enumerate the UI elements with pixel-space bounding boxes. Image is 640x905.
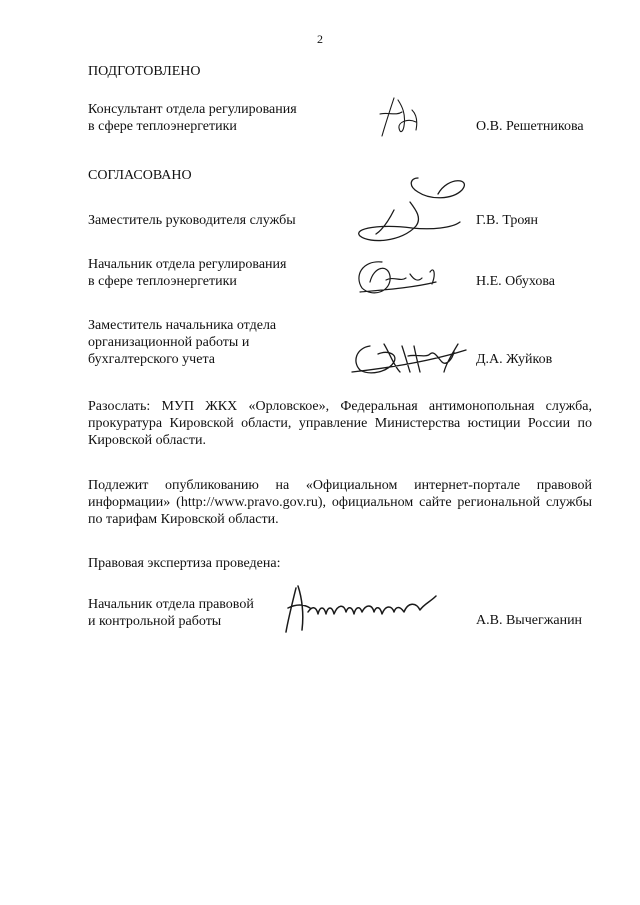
signature-reshetnikova — [372, 92, 432, 144]
signature-vychegzhanin — [282, 578, 442, 638]
agreed-position-2: Начальник отдела регулирования в сфере теплоэнергетики — [88, 257, 287, 289]
agreed-name-3: Д.А. Жуйков — [476, 352, 553, 367]
signature-troyan — [352, 170, 472, 250]
agreed-position-3: Заместитель начальника отдела организационной работы и бухгалтерского учета — [88, 318, 277, 367]
agreed-position-1: Заместитель руководителя службы — [88, 213, 296, 228]
legal-review-position: Начальник отдела правовой и контрольной работы — [88, 597, 254, 629]
agreed-heading: СОГЛАСОВАНО — [88, 168, 192, 183]
signature-zhuykov — [348, 332, 478, 380]
page-number: 2 — [317, 32, 323, 46]
legal-review-name: А.В. Вычегжанин — [476, 613, 583, 628]
legal-review-heading: Правовая экспертиза проведена: — [88, 556, 281, 571]
agreed-name-2: Н.Е. Обухова — [476, 274, 555, 289]
signature-obukhova — [352, 252, 452, 300]
prepared-position: Консультант отдела регулирования в сфере теплоэнергетики — [88, 102, 297, 134]
publication-text: Подлежит опубликованию на «Официальном интернет-портале правовой информации» (http://www.pravo.gov.ru), официальном сайте региональной службы по тарифам Кировской области. — [88, 478, 592, 527]
prepared-heading: ПОДГОТОВЛЕНО — [88, 64, 201, 79]
agreed-name-1: Г.В. Троян — [476, 213, 539, 228]
prepared-name: О.В. Решетникова — [476, 119, 584, 134]
distribution-text: Разослать: МУП ЖКХ «Орловское», Федеральная антимонопольная служба, прокуратура Кировской области, управление Министерства юстиции России по Кировской области. — [88, 399, 592, 448]
